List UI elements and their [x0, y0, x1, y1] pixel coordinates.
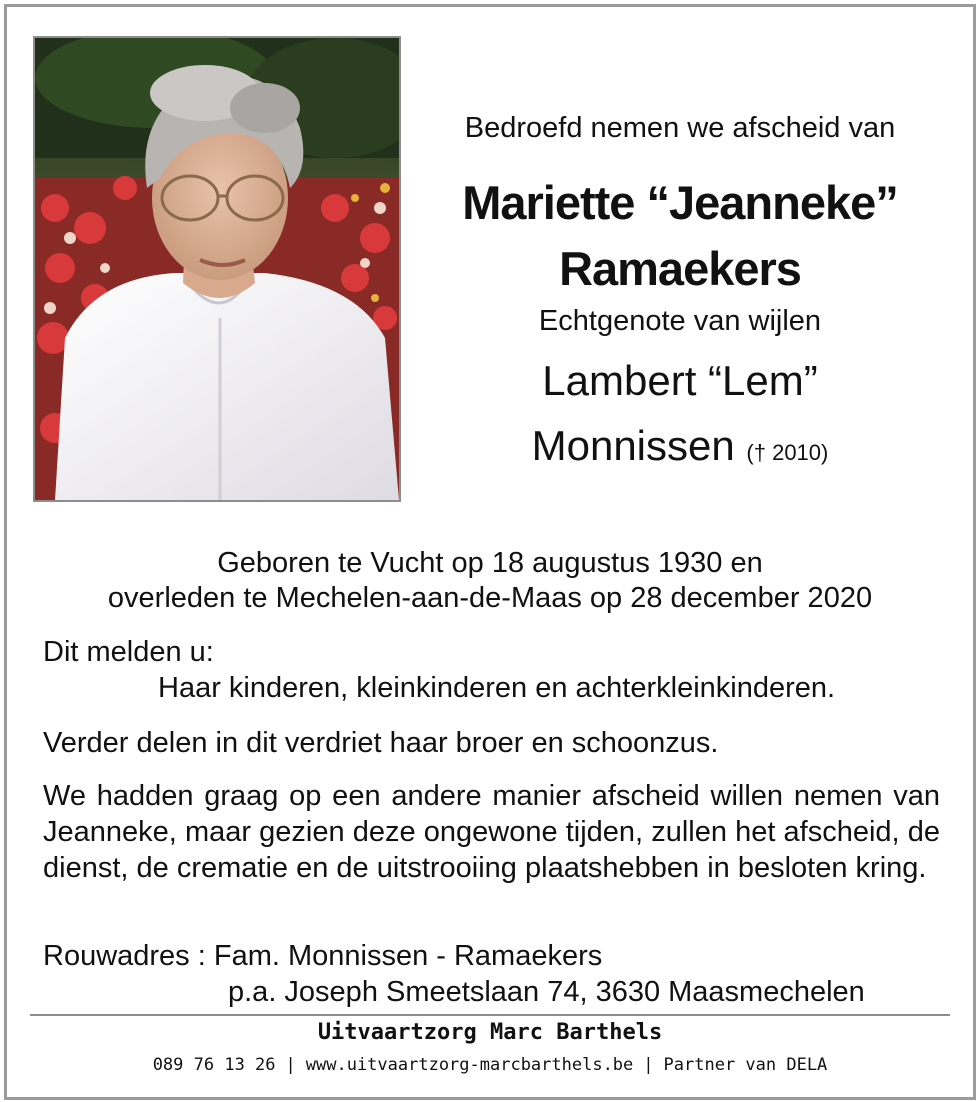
birth-info: Geboren te Vucht op 18 augustus 1930 en: [217, 547, 763, 579]
partner-text: Partner van DELA: [663, 1055, 828, 1075]
spouse-name-last: [400, 420, 960, 479]
death-info: overleden te Mechelen-aan-de-Maas op 28 december 2020: [107, 582, 873, 614]
funeral-company-name: Uitvaartzorg Marc Barthels: [317, 1020, 663, 1045]
mourning-address-street: p.a. Joseph Smeetslaan 74, 3630 Maasmechelen: [228, 976, 865, 1008]
website-link[interactable]: www.uitvaartzorg-marcbarthels.be: [305, 1055, 634, 1075]
spouse-surname: Monnissen: [531, 422, 735, 469]
separator: |: [285, 1055, 296, 1075]
separator: |: [643, 1055, 654, 1075]
family-line: Haar kinderen, kleinkinderen en achterkleinkinderen.: [158, 672, 836, 704]
footer-contact: [0, 1055, 980, 1075]
spouse-death-year: († 2010): [746, 440, 829, 465]
announced-by-label: Dit melden u:: [43, 636, 214, 668]
portrait-photo: [33, 36, 401, 502]
deceased-name-last: Ramaekers: [559, 242, 801, 295]
spouse-label: Echtgenote van wijlen: [538, 305, 822, 337]
farewell-paragraph: We hadden graag op een andere manier afscheid willen nemen van Jeanneke, maar gezien deze ongewone tijden, zullen het afscheid, de dienst, de crematie en de uitstrooiing plaatshebben in besloten kring.: [43, 780, 940, 884]
footer-divider: [30, 1014, 950, 1016]
spouse-name-first: Lambert “Lem”: [542, 357, 818, 404]
phone-number: 089 76 13 26: [152, 1055, 276, 1075]
intro-text: Bedroefd nemen we afscheid van: [464, 112, 896, 144]
sharing-line: Verder delen in dit verdriet haar broer en schoonzus.: [43, 727, 719, 759]
mourning-address-label: Rouwadres : Fam. Monnissen - Ramaekers: [43, 940, 603, 972]
deceased-name-first: Mariette “Jeanneke”: [462, 176, 898, 229]
